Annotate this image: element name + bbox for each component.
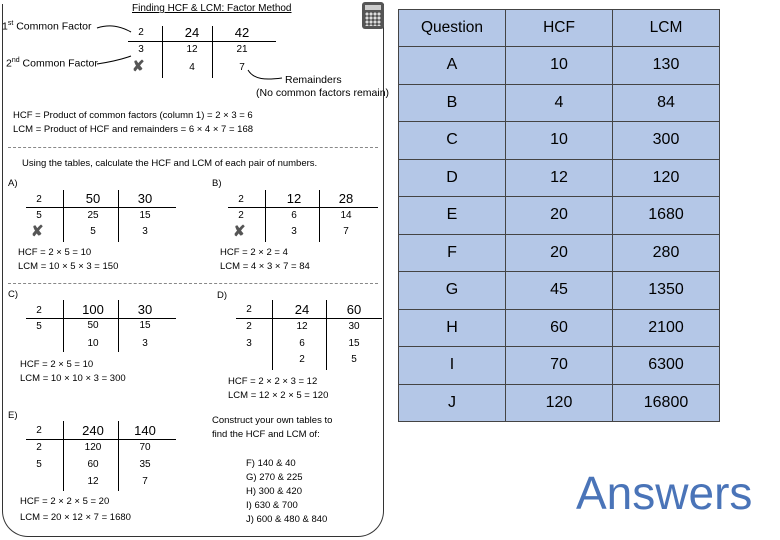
problem-c-cell: 30 — [137, 302, 153, 317]
example-lcm-line: LCM = Product of HCF and remainders = 6 × 4 × 7 = 168 — [13, 124, 254, 135]
header-lcm: LCM — [613, 10, 720, 47]
cross-mark-icon: ✘ — [132, 58, 145, 75]
problem-a-hcf: HCF = 2 × 5 = 10 — [18, 247, 92, 258]
table-cell: 120 — [506, 384, 613, 422]
table-cell: 70 — [506, 347, 613, 385]
table-cell: 130 — [613, 47, 720, 85]
table-cell: 120 — [613, 159, 720, 197]
table-row — [399, 272, 720, 310]
problem-d-cell: 3 — [246, 338, 252, 349]
problem-e-cell: 2 — [36, 425, 42, 436]
example-col2-cell: 4 — [189, 62, 195, 73]
table-cell: 84 — [613, 84, 720, 122]
problem-c-cell: 10 — [87, 338, 99, 349]
table-cell: D — [399, 159, 506, 197]
problem-c-label: C) — [8, 289, 19, 300]
problem-b-cell: 6 — [291, 210, 297, 221]
table-row — [399, 197, 720, 235]
problem-b-cell: 12 — [286, 191, 302, 206]
problem-e-lcm: LCM = 20 × 12 × 7 = 1680 — [20, 512, 131, 523]
problem-d-cell: 12 — [296, 321, 308, 332]
problem-e-cell: 240 — [82, 423, 104, 438]
table-cell: C — [399, 122, 506, 160]
problem-d-cell: 24 — [294, 302, 310, 317]
table-row — [399, 234, 720, 272]
table-row — [399, 384, 720, 422]
first-common-factor-label: 1st Common Factor — [2, 20, 92, 33]
problem-b-cell: 3 — [291, 226, 297, 237]
table-cell: 10 — [506, 47, 613, 85]
own-item: F) 140 & 40 — [246, 458, 296, 469]
problem-c-cell: 15 — [139, 320, 151, 331]
example-col3-cell: 7 — [239, 62, 245, 73]
table-cell: 2100 — [613, 309, 720, 347]
remainders-note: (No common factors remain) — [256, 87, 390, 99]
table-row — [399, 347, 720, 385]
example-col1-cell: 2 — [138, 27, 144, 38]
problem-e-cell: 60 — [87, 459, 99, 470]
table-row — [399, 122, 720, 160]
table-cell: 20 — [506, 234, 613, 272]
problem-d-cell: 60 — [346, 302, 362, 317]
problem-e-cell: 35 — [139, 459, 151, 470]
table-cell: B — [399, 84, 506, 122]
worksheet-title: Finding HCF & LCM: Factor Method — [132, 3, 292, 14]
problem-d-cell: 2 — [246, 304, 252, 315]
problem-d-hcf: HCF = 2 × 2 × 3 = 12 — [228, 376, 318, 387]
problem-a-cell: 5 — [90, 226, 96, 237]
table-cell: 16800 — [613, 384, 720, 422]
problem-c-cell: 3 — [142, 338, 148, 349]
problem-e-cell: 120 — [84, 442, 102, 453]
own-item: H) 300 & 420 — [246, 486, 302, 497]
example-col3-cell: 21 — [236, 44, 248, 55]
problem-e-cell: 7 — [142, 476, 148, 487]
problem-c-hcf: HCF = 2 × 5 = 10 — [20, 359, 94, 370]
own-intro-line1: Construct your own tables to — [212, 415, 333, 426]
own-item: J) 600 & 480 & 840 — [246, 514, 328, 525]
table-cell: 300 — [613, 122, 720, 160]
table-cell: 1680 — [613, 197, 720, 235]
instruction-text: Using the tables, calculate the HCF and LCM of each pair of numbers. — [22, 158, 318, 169]
header-hcf: HCF — [506, 10, 613, 47]
table-cell: I — [399, 347, 506, 385]
example-col2-cell: 24 — [184, 25, 200, 40]
problem-a-lcm: LCM = 10 × 5 × 3 = 150 — [18, 261, 119, 272]
problem-d-cell: 2 — [246, 321, 252, 332]
example-col2-cell: 12 — [186, 44, 198, 55]
problem-e-hcf: HCF = 2 × 2 × 5 = 20 — [20, 496, 110, 507]
table-cell: 4 — [506, 84, 613, 122]
problem-b-cell: 28 — [338, 191, 354, 206]
problem-d-cell: 6 — [299, 338, 305, 349]
cross-mark-icon: ✘ — [233, 223, 246, 240]
table-cell: J — [399, 384, 506, 422]
table-row — [399, 47, 720, 85]
problem-d-label: D) — [217, 290, 228, 301]
problem-c-cell: 50 — [87, 320, 99, 331]
problem-a-cell: 15 — [139, 210, 151, 221]
problem-a-cell: 3 — [142, 226, 148, 237]
problem-d-cell: 2 — [299, 354, 305, 365]
problem-c-lcm: LCM = 10 × 10 × 3 = 300 — [20, 373, 126, 384]
table-cell: F — [399, 234, 506, 272]
problem-e-cell: 140 — [134, 423, 156, 438]
problem-b-lcm: LCM = 4 × 3 × 7 = 84 — [220, 261, 310, 272]
table-row — [399, 84, 720, 122]
problem-c-cell: 5 — [36, 321, 42, 332]
table-cell: H — [399, 309, 506, 347]
problem-c-cell: 2 — [36, 305, 42, 316]
problem-b-cell: 14 — [340, 210, 352, 221]
problem-a-cell: 50 — [85, 191, 101, 206]
problem-b-label: B) — [212, 178, 222, 189]
problem-a-label: A) — [8, 178, 18, 189]
problem-e-cell: 12 — [87, 476, 99, 487]
table-cell: 20 — [506, 197, 613, 235]
header-question: Question — [399, 10, 506, 47]
table-cell: 45 — [506, 272, 613, 310]
remainders-brace — [246, 66, 286, 86]
second-common-factor-label: 2nd Common Factor — [6, 57, 98, 70]
table-cell: G — [399, 272, 506, 310]
divider — [8, 283, 378, 284]
table-cell: 280 — [613, 234, 720, 272]
table-cell: E — [399, 197, 506, 235]
table-cell: 6300 — [613, 347, 720, 385]
problem-c-cell: 100 — [82, 302, 104, 317]
problem-a-cell: 30 — [137, 191, 153, 206]
answers-heading: Answers — [576, 467, 753, 519]
problem-e-label: E) — [8, 410, 18, 421]
problem-a-cell: 2 — [36, 194, 42, 205]
table-cell: 10 — [506, 122, 613, 160]
problem-d-cell: 30 — [348, 321, 360, 332]
calculator-icon — [362, 2, 384, 29]
problem-e-cell: 70 — [139, 442, 151, 453]
problem-a-cell: 5 — [36, 210, 42, 221]
answers-table — [398, 9, 720, 422]
table-cell: 12 — [506, 159, 613, 197]
problem-b-hcf: HCF = 2 × 2 = 4 — [220, 247, 288, 258]
divider — [8, 147, 378, 148]
problem-d-lcm: LCM = 12 × 2 × 5 = 120 — [228, 390, 329, 401]
example-col3-cell: 42 — [234, 25, 250, 40]
problem-b-cell: 2 — [238, 194, 244, 205]
own-intro-line2: find the HCF and LCM of: — [212, 429, 320, 440]
problem-b-cell: 7 — [343, 226, 349, 237]
cross-mark-icon: ✘ — [31, 223, 44, 240]
problem-d-cell: 5 — [351, 354, 357, 365]
table-cell: A — [399, 47, 506, 85]
problem-e-cell: 5 — [36, 459, 42, 470]
answers-header-row — [399, 10, 720, 47]
table-row — [399, 309, 720, 347]
problem-e-cell: 2 — [36, 442, 42, 453]
example-col1-cell: 3 — [138, 44, 144, 55]
table-cell: 60 — [506, 309, 613, 347]
remainders-label: Remainders — [285, 74, 342, 86]
example-hcf-line: HCF = Product of common factors (column 1) = 2 × 3 = 6 — [13, 110, 253, 121]
table-cell: 1350 — [613, 272, 720, 310]
problem-b-cell: 2 — [238, 210, 244, 221]
own-item: I) 630 & 700 — [246, 500, 298, 511]
table-row — [399, 159, 720, 197]
problem-d-cell: 15 — [348, 338, 360, 349]
own-item: G) 270 & 225 — [246, 472, 303, 483]
problem-a-cell: 25 — [87, 210, 99, 221]
